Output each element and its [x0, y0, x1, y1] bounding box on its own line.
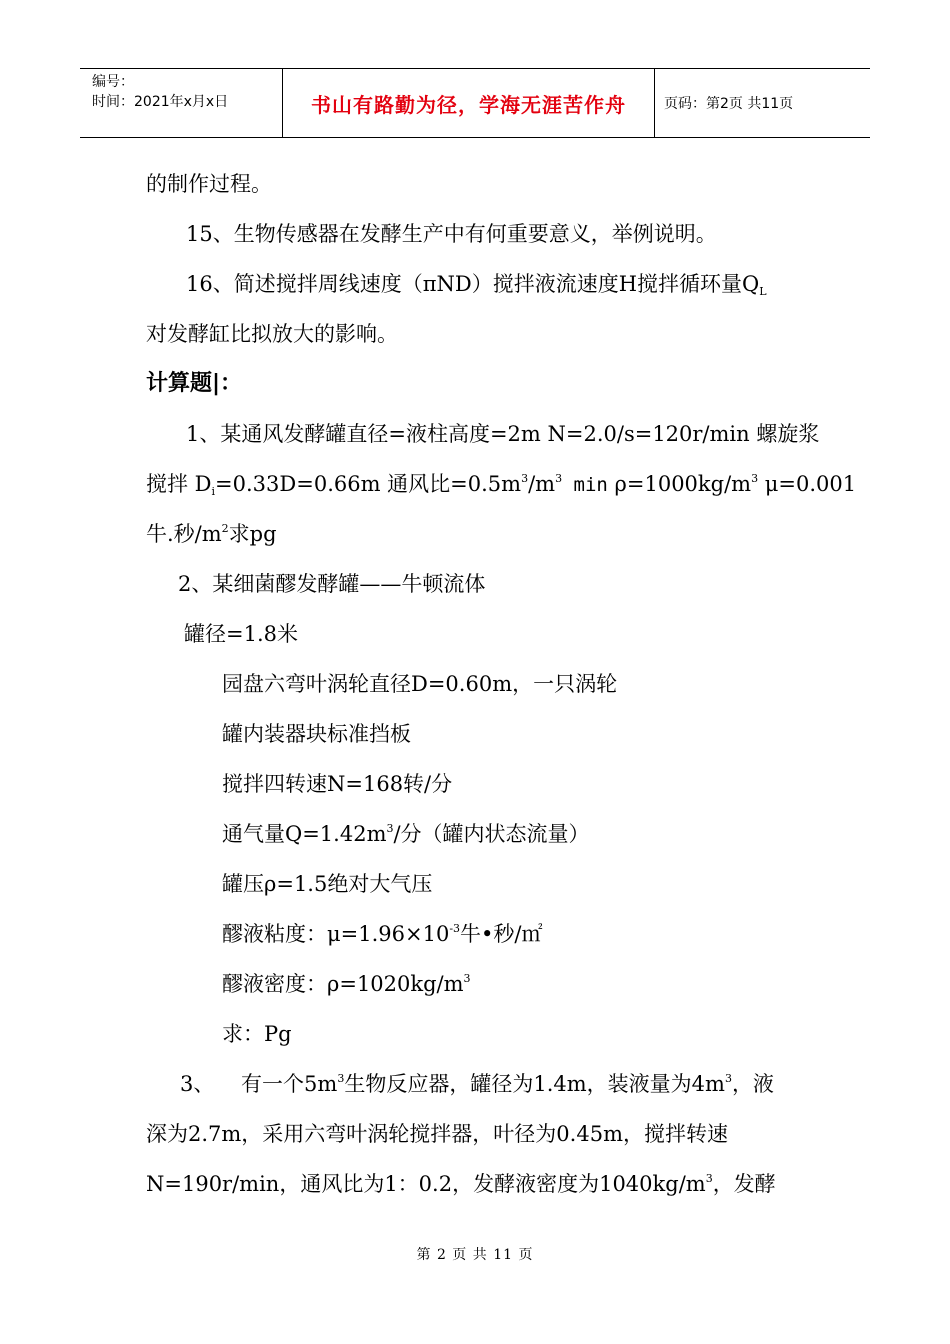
- problem-2-item: 罐内装器块标准挡板: [222, 722, 411, 746]
- number-label: 编号：: [92, 74, 134, 90]
- problem-2-item: 园盘六弯叶涡轮直径D=0.60m，一只涡轮: [222, 672, 618, 696]
- text-line: 的制作过程。: [146, 172, 272, 196]
- problem-3-line-1: 3、 有一个$5m^3$生物反应器，罐径为1.4m，装液量为$4m^3$，液: [180, 1072, 774, 1096]
- problem-2-item: 求：Pg: [222, 1022, 292, 1046]
- page-footer: 第 2 页 共 11 页: [416, 1247, 534, 1263]
- problem-2-title: 2、某细菌醪发酵罐——牛顿流体: [178, 572, 486, 596]
- problem-3-line-3: N=190r/min，通风比为1：0.2，发酵液密度为$1040kg/m^3$，发酵: [146, 1172, 776, 1196]
- header-meta: [80, 69, 282, 137]
- problem-1-line-2: 搅拌 $D_i=0.33D=0.66m$ 通风比$=0.5m^3/m^3$ $\min \rho=1000kg/m^3$ μ=0.001: [146, 472, 857, 498]
- time-label: 时间：2021年x月x日: [92, 94, 229, 110]
- question-16: 16、简述搅拌周线速度（πND）搅拌液流速度H搅拌循环量$Q_L$: [186, 272, 767, 298]
- text-line: 对发酵缸比拟放大的影响。: [146, 322, 398, 346]
- problem-1-line-3: 牛.秒$/m^2$求pg: [146, 522, 277, 546]
- problem-1-line-1: 1、某通风发酵罐直径=液柱高度=2m N=2.0/s=120r/min 螺旋浆: [186, 422, 820, 446]
- problem-3-line-2: 深为2.7m，采用六弯叶涡轮搅拌器，叶径为0.45m，搅拌转速: [146, 1122, 728, 1146]
- problem-2-item: 醪液粘度：$\mu=1.96\times 10^{-3}$牛•秒/㎡: [222, 922, 543, 946]
- section-title: 计算题|：: [146, 371, 243, 396]
- problem-2-item: 罐压ρ=1.5绝对大气压: [222, 872, 433, 896]
- problem-2-item: 醪液密度：$\rho=1020kg/m^3$: [222, 972, 471, 996]
- header-motto: 书山有路勤为径，学海无涯苦作舟: [282, 69, 655, 137]
- problem-2-item: 搅拌四转速N=168转/分: [222, 772, 453, 796]
- problem-2-item: 罐径=1.8米: [184, 622, 298, 646]
- page-header: [80, 68, 870, 138]
- problem-2-item: 通气量$Q=1.42m^3/$分（罐内状态流量）: [222, 822, 590, 846]
- question-15: 15、生物传感器在发酵生产中有何重要意义，举例说明。: [186, 222, 717, 246]
- header-page-info: 页码：第2页 共11页: [664, 96, 794, 112]
